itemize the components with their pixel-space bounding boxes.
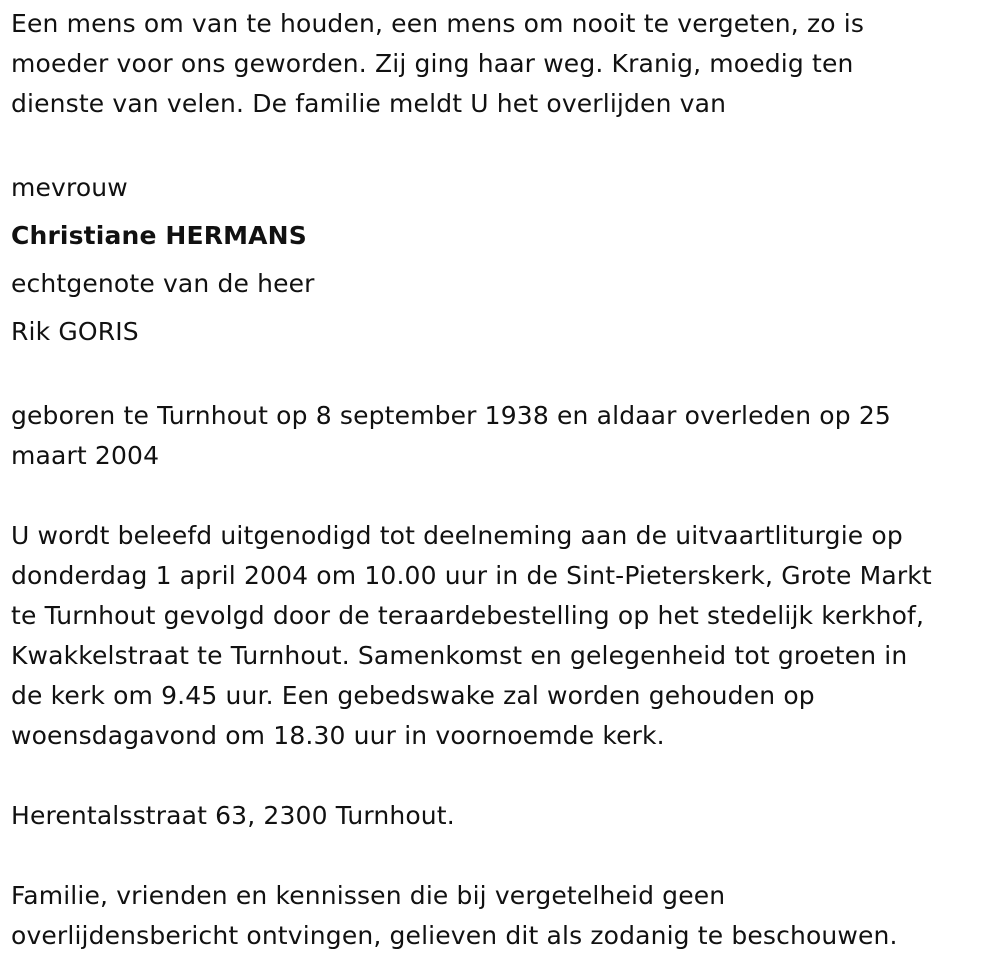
- deceased-title: mevrouw: [11, 173, 128, 202]
- spacer: [11, 356, 991, 396]
- closing-paragraph: [11, 876, 991, 956]
- spouse-name: Rik GORIS: [11, 317, 139, 346]
- address-paragraph: [11, 796, 991, 836]
- funeral-line: woensdagavond om 18.30 uur in voornoemde kerk.: [11, 721, 665, 750]
- address-line: Herentalsstraat 63, 2300 Turnhout.: [11, 801, 455, 830]
- spacer: [11, 756, 991, 796]
- intro-line: Een mens om van te houden, een mens om nooit te vergeten, zo is: [11, 9, 865, 38]
- intro-paragraph: [11, 4, 991, 124]
- spacer: [11, 836, 991, 876]
- funeral-paragraph: [11, 516, 991, 756]
- closing-line: overlijdensbericht ontvingen, gelieven dit als zodanig te beschouwen.: [11, 921, 898, 950]
- funeral-line: te Turnhout gevolgd door de teraardebestelling op het stedelijk kerkhof,: [11, 601, 925, 630]
- funeral-line: U wordt beleefd uitgenodigd tot deelneming aan de uitvaartliturgie op: [11, 521, 903, 550]
- closing-line: Familie, vrienden en kennissen die bij vergetelheid geen: [11, 881, 726, 910]
- deceased-block: [11, 164, 991, 356]
- birth-death-line: geboren te Turnhout op 8 september 1938 en aldaar overleden op 25: [11, 401, 891, 430]
- intro-line: dienste van velen. De familie meldt U het overlijden van: [11, 89, 727, 118]
- funeral-line: de kerk om 9.45 uur. Een gebedswake zal worden gehouden op: [11, 681, 815, 710]
- birth-death-line: maart 2004: [11, 441, 160, 470]
- spacer: [11, 124, 991, 164]
- funeral-line: donderdag 1 april 2004 om 10.00 uur in de Sint-Pieterskerk, Grote Markt: [11, 561, 932, 590]
- spacer: [11, 476, 991, 516]
- intro-line: moeder voor ons geworden. Zij ging haar weg. Kranig, moedig ten: [11, 49, 854, 78]
- deceased-relation: echtgenote van de heer: [11, 269, 315, 298]
- obituary-notice: [11, 4, 991, 956]
- deceased-name: Christiane HERMANS: [11, 221, 307, 250]
- birth-death-paragraph: [11, 396, 991, 476]
- funeral-line: Kwakkelstraat te Turnhout. Samenkomst en gelegenheid tot groeten in: [11, 641, 908, 670]
